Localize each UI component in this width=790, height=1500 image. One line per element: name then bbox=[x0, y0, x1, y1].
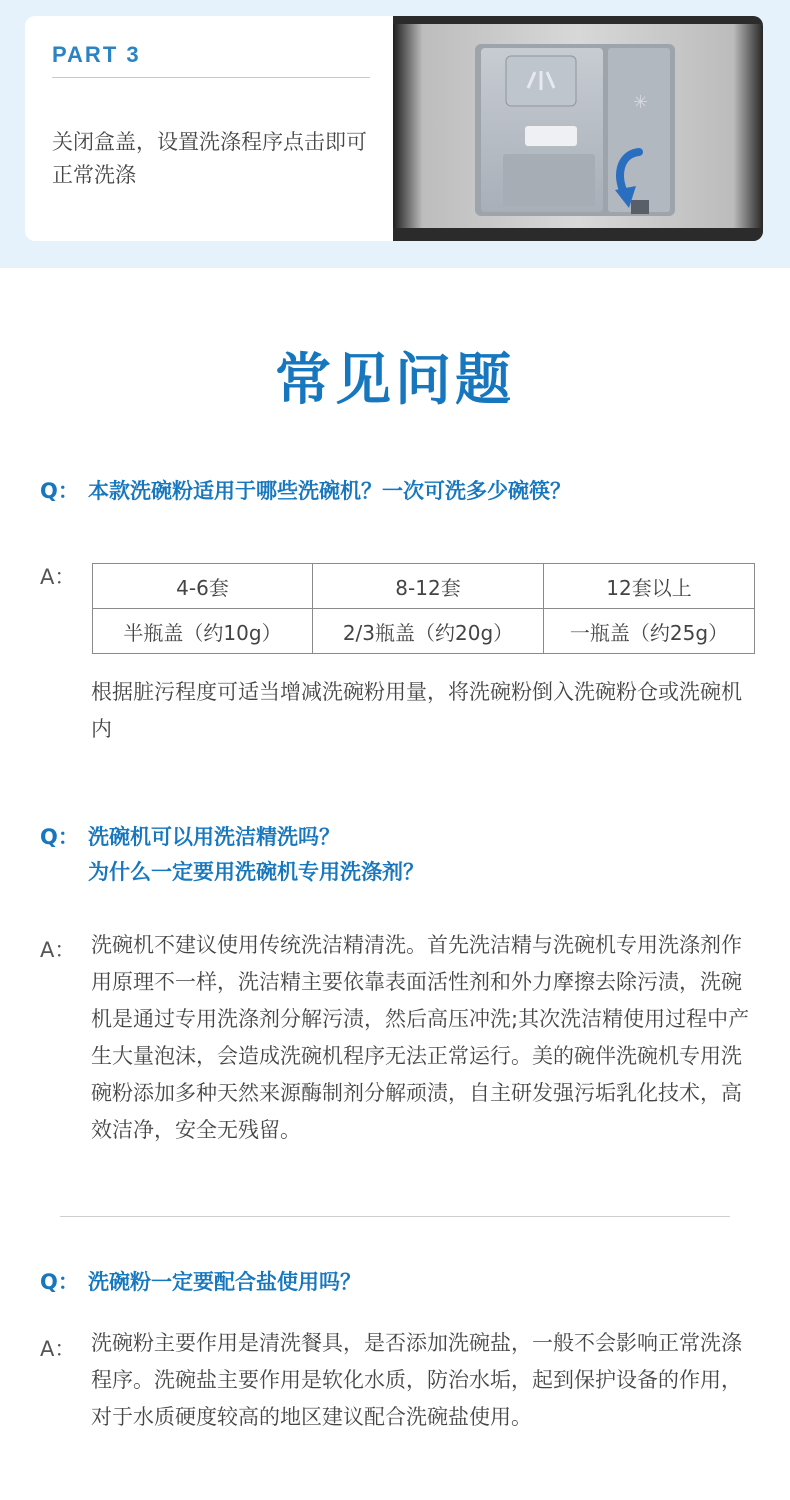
q-label: Q： bbox=[40, 825, 79, 849]
faq-heading: 常见问题 bbox=[275, 348, 515, 413]
answer-3-text: 洗碗粉主要作用是清洗餐具，是否添加洗碗盐，一般不会影响正常洗涤程序。洗碗盐主要作用是软化水质，防治水垢，起到保护设备的作用，对于水质硬度较高的地区建议配合洗碗盐使用。 bbox=[91, 1331, 742, 1429]
table-header-cell: 12套以上 bbox=[544, 564, 755, 609]
part-title: PART 3 bbox=[52, 42, 141, 67]
question-3-text: 洗碗粉一定要配合盐使用吗？ bbox=[88, 1270, 361, 1294]
table-header-cell: 4-6套 bbox=[93, 564, 313, 609]
table-row bbox=[93, 564, 755, 609]
question-1 bbox=[40, 474, 571, 509]
dosage-table bbox=[92, 563, 755, 654]
part-divider bbox=[52, 77, 370, 78]
table-header-cell: 8-12套 bbox=[313, 564, 544, 609]
question-3 bbox=[40, 1265, 361, 1300]
q-label: Q： bbox=[40, 1270, 79, 1294]
part-description: 关闭盒盖，设置洗涤程序点击即可正常洗涤 bbox=[52, 130, 367, 187]
table-cell: 2/3瓶盖（约20g） bbox=[313, 609, 544, 654]
question-2-line-1: 洗碗机可以用洗洁精洗吗？ bbox=[88, 825, 340, 849]
table-cell: 一瓶盖（约25g） bbox=[544, 609, 755, 654]
dispenser-photo bbox=[393, 16, 763, 241]
a-label: A： bbox=[40, 565, 76, 589]
answer-1-note: 根据脏污程度可适当增减洗碗粉用量，将洗碗粉倒入洗碗粉仓或洗碗机内 bbox=[91, 680, 742, 741]
a-label: A： bbox=[40, 1337, 76, 1361]
a-label: A： bbox=[40, 938, 76, 962]
question-2 bbox=[40, 820, 424, 890]
table-row bbox=[93, 609, 755, 654]
section-divider bbox=[60, 1216, 730, 1217]
answer-2-text: 洗碗机不建议使用传统洗洁精清洗。首先洗洁精与洗碗机专用洗涤剂作用原理不一样，洗洁精主要依靠表面活性剂和外力摩擦去除污渍，洗碗机是通过专用洗涤剂分解污渍，然后高压冲洗;其次洗洁精使用过程中产生大量泡沫，会造成洗碗机程序无法正常运行。美的碗伴洗碗机专用洗碗粉添加多种天然来源酶制剂分解顽渍，自主研发强污垢乳化技术，高效洁净，安全无残留。 bbox=[91, 933, 750, 1142]
question-1-text: 本款洗碗粉适用于哪些洗碗机？一次可洗多少碗筷？ bbox=[88, 479, 571, 503]
question-2-line-2: 为什么一定要用洗碗机专用洗涤剂？ bbox=[88, 860, 424, 884]
svg-text:✳: ✳ bbox=[633, 92, 649, 113]
part3-card bbox=[25, 16, 763, 241]
q-label: Q： bbox=[40, 479, 79, 503]
table-cell: 半瓶盖（约10g） bbox=[93, 609, 313, 654]
